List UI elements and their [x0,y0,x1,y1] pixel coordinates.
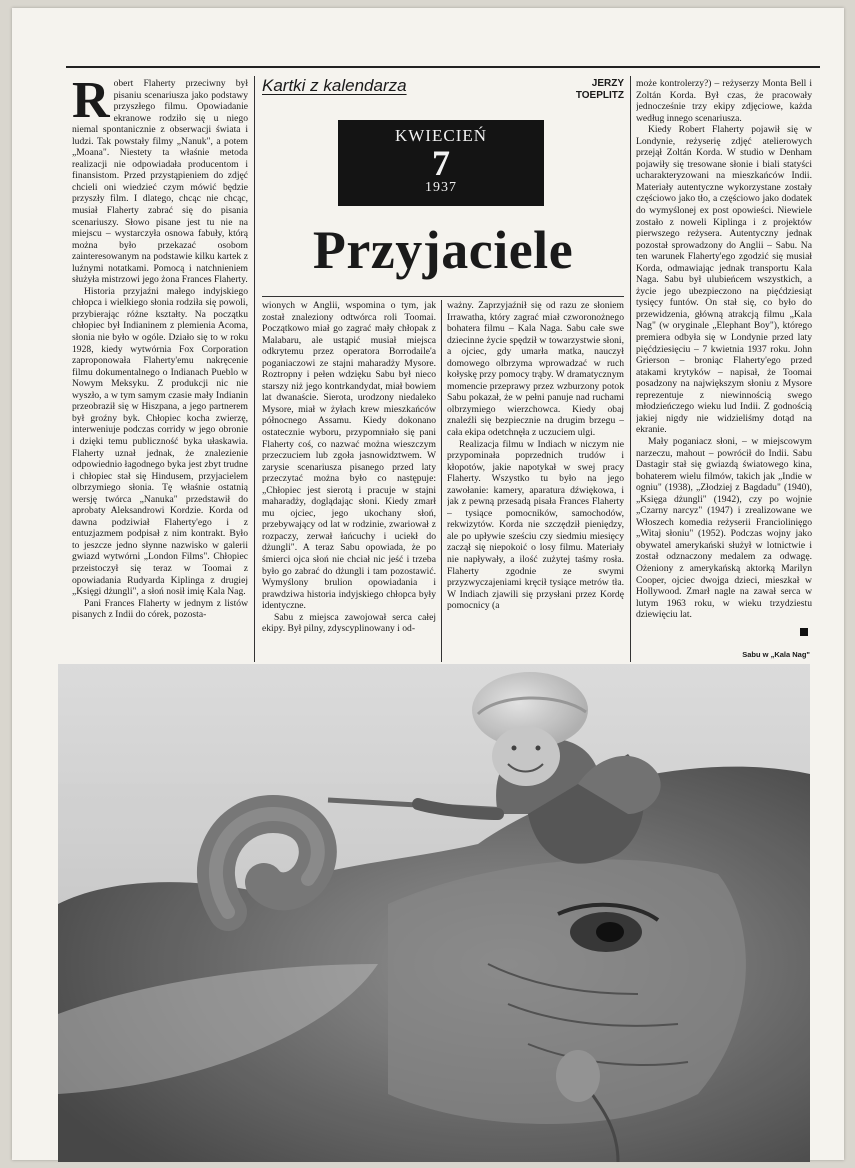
author-first-name: JERZY [591,78,624,89]
photo-boy-on-elephant [58,664,810,1162]
article-column-2 [262,300,436,662]
column-divider [254,76,255,662]
drop-cap: R [72,78,110,129]
paragraph: Historia przyjaźni małego indyjskiego chłopca i wielkiego słonia rodziła się powoli, przybierając różne kształty. Na początku chłopiec był Indianinem z plemienia Acoma, słonia nie było w ogóle. Działo się to w roku 1928, kiedy wytwórnia Fox Corporation zaproponowała Flaherty'emu nakręcenie filmu dokumentalnego o Indianach Pueblo w Nowym Meksyku. Z produkcji nic nie wyszło, a w tym samym czasie mały Indianin przeobraził się w Hiszpana, a jego partnerem był groźny byk. Chłopiec kocha zwierzę, interweniuje podczas corridy w jego obronie i dzięki temu publiczność byka ułaskawia. Flaherty uznał jednak, że znalezienie odpowiednio łagodnego byka jest zbyt trudne i chłopiec stał się Hindusem, przyjacielem olbrzymiego słonia. Tę właśnie ostatnią wersję twórca „Nanuka" przedstawił do aprobaty Aleksandrowi Kordzie. Korda od dawna podziwiał Flaherty'ego i z entuzjazmem podpisał z nim kontrakt. Było to jeszcze jedno słynne nazwisko w galerii gwiazd wytwórni „London Films". Chłopiec przeistoczył się teraz w Toomai z opowiadania Rudyarda Kiplinga z drugiej „Księgi dżungli", a słoń nosił imię Kala Nag. [72,285,248,598]
article-column-4 [636,78,812,626]
date-month: KWIECIEŃ [394,126,488,145]
photo-caption: Sabu w „Kala Nag" [742,650,810,659]
headline-rule [262,296,624,297]
top-rule [66,66,820,68]
end-mark-icon [800,628,808,636]
paragraph: ważny. Zaprzyjaźnił się od razu ze słoniem Irrawatha, który zagrać miał czworonożnego bohatera filmu – Kala Naga. Sabu całe swe dziecinne życie spędził w towarzystwie słoni, a ojciec, gdy umarła matka, nauczył domowego olbrzyma wprowadzać w ruch kołyskę przy pomocy trąby. W dramatycznym momencie przeprawy przez wzburzony potok Sabu pokazał, że w pełni panuje nad ruchami olbrzymiego wierzchowca. Kiedy obaj znaleźli się bezpiecznie na drugim brzegu – cała ekipa odetchnęła z uczuciem ulgi. [447,300,624,439]
paragraph: Sabu z miejsca zawojował serca całej ekipy. Był pilny, zdyscyplinowany i od- [262,611,436,635]
paragraph: Pani Frances Flaherty w jednym z listów pisanych z Indii do córek, pozosta- [72,597,248,621]
paragraph: Mały poganiacz słoni, – w miejscowym narzeczu, mahout – powrócił do Indii. Sabu Dastagir stał się gwiazdą światowego kina, bohaterem wielu filmów, takich jak „Indie w ogniu" (1938), „Złodziej z Bagdadu" (1940), „Księga dżungli" (1942), czy po wojnie „Czarny narcyz" (1947) i zrealizowane we Włoszech komedia reżyserii Franciolinięgo „Witaj słoniu" (1952). Podczas wojny jako obywatel amerykański służył w lotnictwie i został odznaczony medalem za odwagę. Ożeniony z amerykańską aktorką Marilyn Cooper, ojciec dwojga dzieci, mieszkał w Hollywood. Zmarł nagle na zawał serca w lutym 1963 roku, w wieku trzydziestu dziewięciu lat. [636,435,812,621]
author-byline [540,78,624,102]
date-day: 7 [432,143,450,183]
paragraph: wionych w Anglii, wspomina o tym, jak został znaleziony odtwórca roli Toomai. Początkowo miał go zagrać mały chłopak z Malabaru, ale ustąpić musiał miejsca odkrytemu przez operatora Borrodaile'a poganiaczowi ze stajni maharadży Mysore. Roztropny i pełen wdzięku Sabu był nieco starszy niż jego kontrkandydat, miał bowiem lat dwanaście. Sierota, urodzony niedaleko Mysore, miał w żyłach krew mieszkańców północnego Assamu. Kiedy dokonano ostatecznie wyboru, przypomniało się pani Flaherty coś, co nazwać można wieszczym przeczuciem lub zgoła jasnowidztwem. W zarysie scenariusza pisanego przed laty przeczytać można było co następuje: „Chłopiec jest sierotą i pracuje w stajni maharadży, doglądając słoni. Kiedy zmarł mu ojciec, jego ukochany słoń, przebywający od lat w rodzinie, zwariował z rozpaczy, zerwał łańcuchy i uciekł do dżungli". A teraz Sabu opowiada, że po śmierci ojca słoń nie chciał nic jeść i trzeba było go zabrać do dżungli i tam pozostawić. Wymyślony brulion opowiadania i prawdziwa historia indyjskiego chłopca były identyczne. [262,300,436,612]
series-title: Kartki z kalendarza [262,76,407,95]
date-year: 1937 [425,180,457,195]
article-column-3 [447,300,624,662]
article-column-1 [72,78,248,662]
date-box [338,120,544,206]
paragraph: obert Flaherty przeciwny był pisaniu scenariusza jako podstawy przyszłego filmu. Opowiadanie ekranowe rodziło się u niego niemal spontanicznie z obserwacji świata i ludzi. Tak powstały filmy „Nanuk", a potem „Moana". Niestety ta właśnie metoda realizacji nie odpowiadała producentom i finansistom. Przed przystąpieniem do zdjęć chcieli oni wiedzieć czym mówić będzie przyszły film. I dlatego, chcąc nie chcąc, musiał Flaherty zabrać się do pisania scenariuszy. Słowo pisane jest tu nie na miejscu – wystarczyła osnowa fabuły, którą można było przekazać osobom zainteresowanym na podstawie kilku kartek z luźnymi notatkami. Pomocą i natchnieniem służyła mistrzowi jego żona Frances Flaherty. [72,78,248,286]
headline: Przyjaciele [312,220,574,280]
paragraph: Realizacja filmu w Indiach w niczym nie przypominała poprzednich trudów i kłopotów, jakie napotykał w swej pracy Flaherty. Wszystko tu było na jego zawołanie: kamery, aparatura dźwiękowa, i jak z pewną przesadą pisała Frances Flaherty – tysiące pomocników, samochodów, rekwizytów. Korda nie szczędził pieniędzy, ale po upływie sześciu czy siedmiu miesięcy zaczął się niepokoić o losy filmu. Materiały nie napływały, a ilość zużytej taśmy rosła. Flaherty zgodnie ze swymi przyzwyczajeniami kręcił tysiące metrów tła. W Indiach zjawili się przysłani przez Kordę pomocnicy (a [447,438,624,612]
column-divider [630,76,631,662]
paragraph: może kontrolerzy?) – reżyserzy Monta Bell i Zoltán Korda. Był czas, że pracowały jednocześnie trzy ekipy zdjęciowe, każda według innego scenariusza. [636,78,812,124]
paragraph: Kiedy Robert Flaherty pojawił się w Londynie, reżyserię zdjęć atelierowych przejął Zoltán Korda. W studio w Denham pojawiły się tresowane słonie i biali statyści ucharakteryzowani na mieszkańców Indii. Materiały autentyczne wykorzystane zostały częściowo jako tło, a częściowo jako dodatek do wymyślonej ex post opowieści. Niewiele zostało z noweli Kiplinga i z projektów pierwszego reżysera. Autentyczny jednak pozostał sprowadzony do Anglii – Sabu. Na ten warunek Flaherty'ego zgodzić się musiał Korda, odmawiając jednak transportu Kala Naga. Sabu był ulubieńcem wszystkich, a życie jego ubezpieczono na pięćdziesiąt tysięcy funtów. On stał się, co było do przewidzenia, główną atrakcją filmu „Kala Nag" (w oryginale „Elephant Boy"), którego premiera odbyła się w Londynie przed laty pięćdziesięciu – 7 kwietnia 1937 roku. John Grierson – broniąc Flaherty'ego przed atakami krytyków – napisał, że Toomai posadzony na największym słoniu z Mysore reprezentuje z niewinnością swego młodzieńczego wieku lud Indii. Z godnością jakiej nigdy nie widzieliśmy dotąd na ekranie. [636,124,812,436]
photo-illustration [58,664,810,1162]
author-last-name: TOEPLITZ [575,90,624,101]
column-divider [441,300,442,662]
